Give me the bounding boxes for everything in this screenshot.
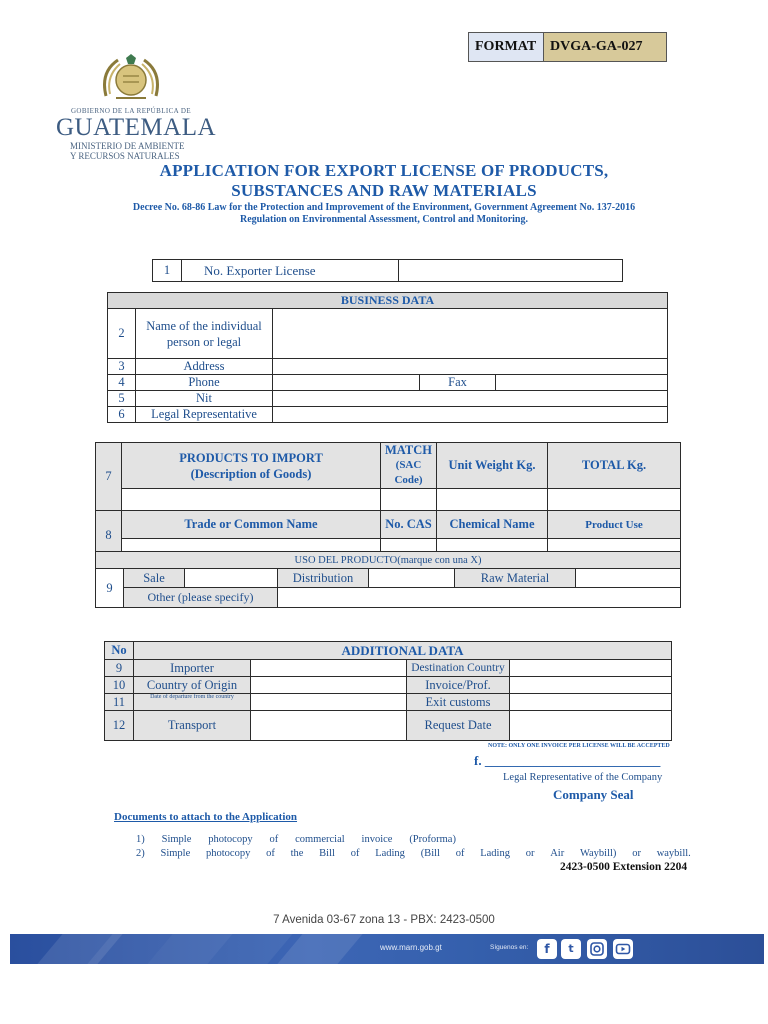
facebook-icon[interactable]: f [537,939,557,959]
field-input-address[interactable] [273,359,668,375]
document-item-2 [136,848,691,859]
coat-of-arms-icon [56,52,206,104]
field-label-origin: Country of Origin [134,677,251,694]
field-input-departure-date[interactable] [251,694,407,711]
document-word: photocopy [208,834,253,845]
field-input-exit-customs[interactable] [510,694,672,711]
exporter-license-table [152,259,623,282]
col-unit-weight: Unit Weight Kg. [437,443,548,489]
row-number: 11 [105,694,134,711]
document-item-2-text [136,848,691,859]
documents-heading: Documents to attach to the Application [114,811,298,823]
option-raw-material-label: Raw Material [455,569,576,588]
document-word: Waybill) [579,848,617,859]
field-input-name[interactable] [273,309,668,359]
business-data-header: BUSINESS DATA [108,293,668,309]
field-input-transport[interactable] [251,711,407,741]
twitter-icon[interactable]: t [561,939,581,959]
row-number: 9 [96,569,124,608]
document-item-1-text [136,834,456,845]
col-cas: No. CAS [381,511,437,539]
instagram-icon[interactable] [587,939,607,959]
products-table [95,442,681,561]
document-word: the [290,848,304,859]
document-word: Lading [375,848,405,859]
field-label-importer: Importer [134,660,251,677]
field-label-invoice: Invoice/Prof. [407,677,510,694]
row-number: 7 [96,443,122,511]
document-word: Air [550,848,565,859]
document-word: Lading [480,848,510,859]
field-label-fax: Fax [420,375,496,391]
document-word: (Proforma) [409,834,456,845]
field-label-exit-customs: Exit customs [407,694,510,711]
product-use-table [95,551,681,608]
additional-data-header: ADDITIONAL DATA [134,642,672,660]
col-match-header [381,443,437,489]
decree-line2: Regulation on Environmental Assessment, Control and Monitoring. [240,214,528,225]
field-input-phone[interactable] [273,375,420,391]
decree-line1: Decree No. 68-86 Law for the Protection and Improvement of the Environment, Government Agreement No. 137-2016 [132,202,636,213]
option-distribution-box[interactable] [369,569,455,588]
document-item-1 [136,834,456,845]
document-word: or [525,848,535,859]
format-label: FORMAT [469,33,544,62]
field-label-departure-date: Date of departure from the country [134,694,251,711]
col-match-title: MATCH [385,443,432,457]
youtube-icon[interactable] [613,939,633,959]
footer-follow-us: Síguenos en: [490,944,529,951]
option-sale-box[interactable] [185,569,278,588]
logo-main: GUATEMALA [56,114,217,141]
col-products-title: PRODUCTS TO IMPORT [179,450,323,465]
input-sac-code[interactable] [381,489,437,511]
document-word: Bill [319,848,335,859]
document-word: commercial [295,834,345,845]
col-chemical-name: Chemical Name [437,511,548,539]
field-label-destination: Destination Country [407,660,510,677]
option-distribution-label: Distribution [278,569,369,588]
col-products-header [122,443,381,489]
col-trade-name: Trade or Common Name [122,511,381,539]
phone-extension: 2423-0500 Extension 2204 [560,861,688,873]
footer-banner [10,934,764,964]
option-raw-material-box[interactable] [576,569,681,588]
business-data-table [107,292,668,423]
document-word: of [266,848,275,859]
row-number: 6 [108,407,136,423]
field-input-importer[interactable] [251,660,407,677]
signature-line[interactable]: f. ___________________________ [474,753,661,768]
company-seal-label: Company Seal [553,787,634,802]
row-number: 4 [108,375,136,391]
format-code: DVGA-GA-027 [544,33,667,62]
footer-website[interactable]: www.marn.gob.gt [380,943,442,952]
license-label: No. Exporter License [182,260,399,282]
option-sale-label: Sale [124,569,185,588]
field-input-fax[interactable] [496,375,668,391]
col-no-header: No [105,642,134,660]
document-word: (Bill [420,848,440,859]
title-line1: APPLICATION FOR EXPORT LICENSE OF PRODUCTS, [159,161,609,180]
format-box [468,32,667,62]
field-label-name: Name of the individual person or legal [136,309,273,359]
row-number: 3 [108,359,136,375]
license-input[interactable] [399,260,623,282]
field-input-request-date[interactable] [510,711,672,741]
field-label-transport: Transport [134,711,251,741]
footer-address: 7 Avenida 03-67 zona 13 - PBX: 2423-0500 [273,914,495,926]
document-word: of [455,848,465,859]
field-label-legal-rep: Legal Representative [136,407,273,423]
input-unit-weight[interactable] [437,489,548,511]
product-use-header: USO DEL PRODUCTO(marque con una X) [96,552,681,569]
col-match-sub: (SAC Code) [394,459,423,486]
field-label-phone: Phone [136,375,273,391]
input-total-kg[interactable] [548,489,681,511]
col-total-kg: TOTAL Kg. [548,443,681,489]
document-word: Simple [160,848,191,859]
guatemala-logo [56,52,217,162]
title-line2: SUBSTANCES AND RAW MATERIALS [231,181,537,200]
option-other-label: Other (please specify) [124,588,278,608]
document-word: of [269,834,279,845]
document-word: Simple [161,834,192,845]
option-other-input[interactable] [278,588,681,608]
row-number: 2 [108,309,136,359]
document-word: photocopy [206,848,251,859]
additional-data-table [104,641,672,741]
row-number: 9 [105,660,134,677]
field-input-legal-rep[interactable] [273,407,668,423]
field-label-nit: Nit [136,391,273,407]
row-number: 10 [105,677,134,694]
document-item-2-number: 2) [136,848,145,859]
document-word: invoice [361,834,393,845]
document-word: of [350,848,360,859]
field-input-invoice[interactable] [510,677,672,694]
field-input-origin[interactable] [251,677,407,694]
field-label-request-date: Request Date [407,711,510,741]
logo-ministry-line1: MINISTERIO DE AMBIENTE [70,141,185,151]
col-product-use: Product Use [548,511,681,539]
document-word: or [632,848,641,859]
row-number: 5 [108,391,136,407]
document-word: waybill. [656,848,691,859]
field-label-address: Address [136,359,273,375]
row-number: 8 [96,511,122,561]
field-input-destination[interactable] [510,660,672,677]
document-item-1-number: 1) [136,834,145,845]
row-number: 12 [105,711,134,741]
legal-representative-label: Legal Representative of the Company [503,772,663,783]
license-number: 1 [153,260,182,282]
logo-gov-line: GOBIERNO DE LA REPÚBLICA DE [70,107,192,115]
invoice-note: NOTE: ONLY ONE INVOICE PER LICENSE WILL BE ACCEPTED [488,743,670,749]
col-products-sub: (Description of Goods) [190,466,312,481]
field-input-nit[interactable] [273,391,668,407]
input-product-desc[interactable] [122,489,381,511]
logo-ministry-line2: Y RECURSOS NATURALES [70,151,180,161]
